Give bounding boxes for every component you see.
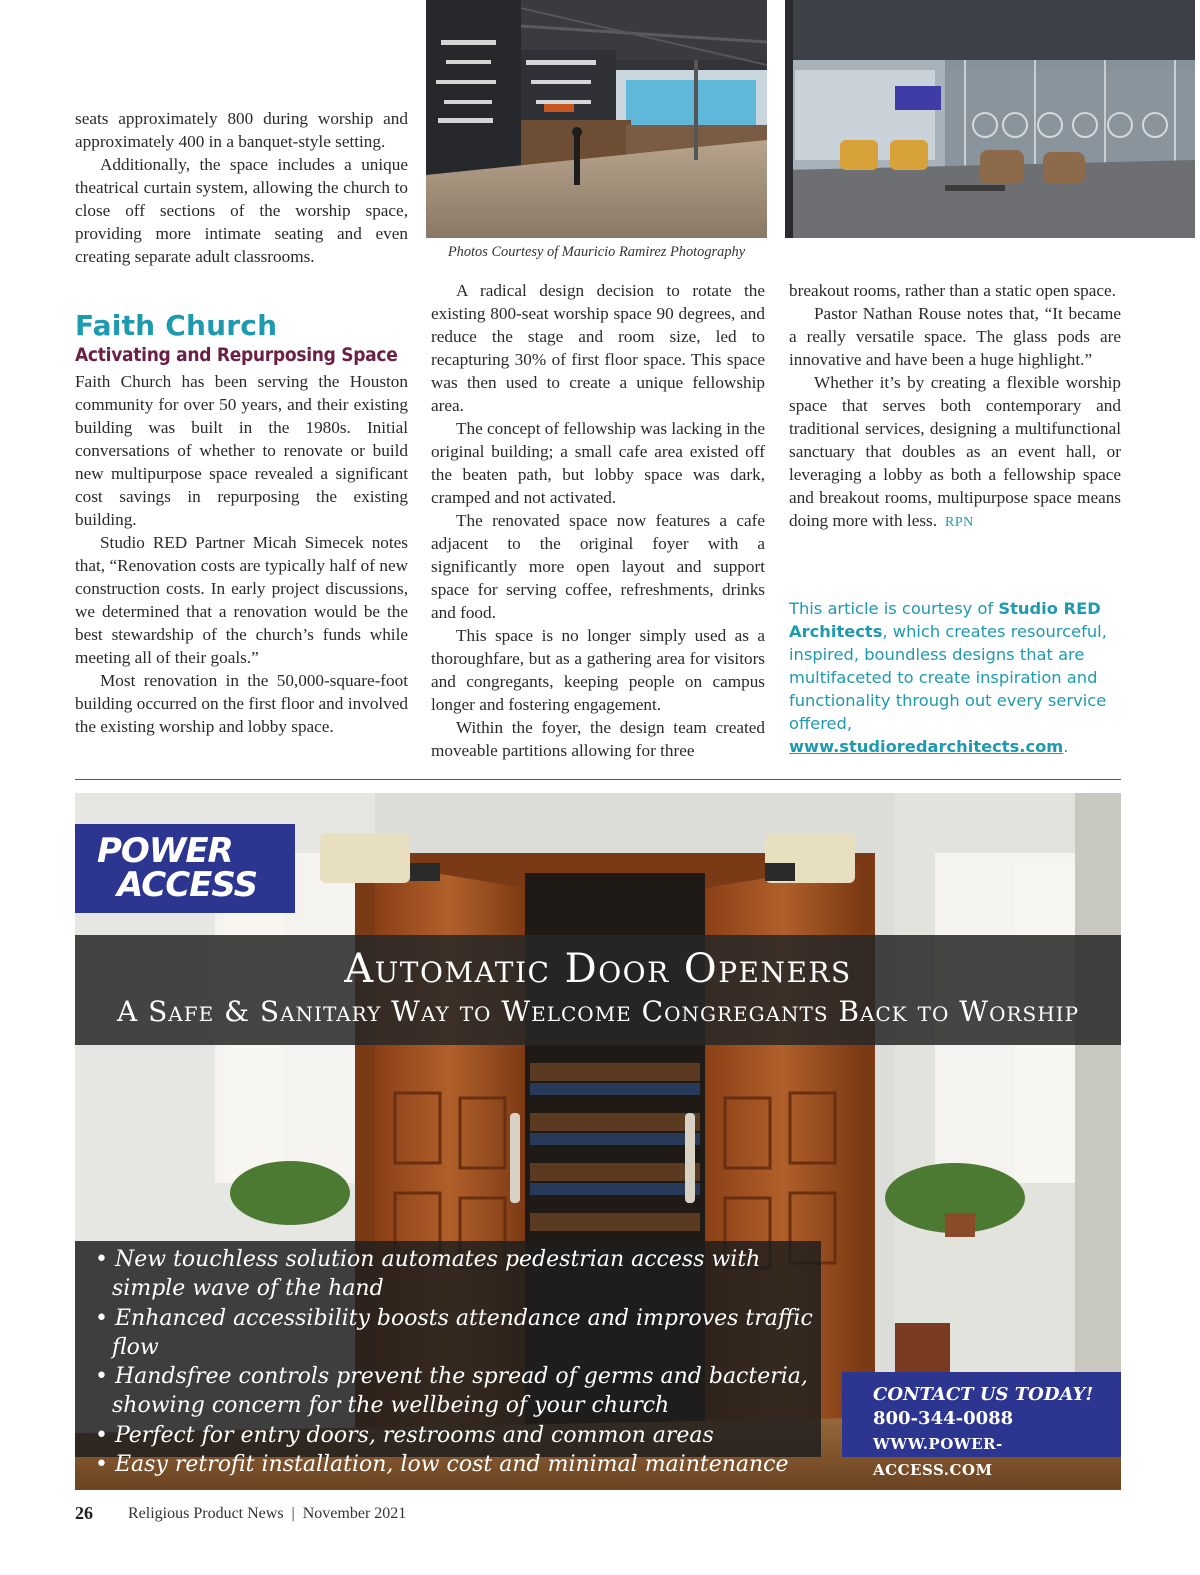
publication-name-date: Religious Product News | November 2021 bbox=[128, 1505, 407, 1522]
article-column-1-bottom bbox=[75, 370, 408, 738]
end-mark: RPN bbox=[945, 515, 974, 530]
ad-feature-item: • Easy retrofit installation, low cost and minimal maintenance bbox=[95, 1452, 789, 1478]
paragraph: Additionally, the space includes a unique theatrical curtain system, allowing the church to close off sections of the worship space, providing more intimate seating and even creating separate adult classrooms. bbox=[75, 155, 408, 266]
paragraph: This space is no longer simply used as a thoroughfare, but as a gathering area for visitors and congregants, keeping people on campus longer and fostering engagement. bbox=[431, 626, 765, 714]
photo-fellowship-cafe bbox=[426, 0, 767, 238]
contact-phone[interactable]: 800-344-0088 bbox=[873, 1408, 1014, 1429]
paragraph-text: Whether it’s by creating a flexible worship space that serves both contemporary and traditional services, designing a multifunctional sanctuary that doubles as an event hall, or leveraging a lobby as both a fellowship space and breakout rooms, multipurpose space means doing more with less. bbox=[789, 373, 1121, 530]
courtesy-prefix: This article is courtesy of bbox=[789, 599, 999, 618]
paragraph: breakout rooms, rather than a static open space. bbox=[789, 281, 1116, 300]
photo-caption: Photos Courtesy of Mauricio Ramirez Photography bbox=[447, 244, 746, 260]
article-column-3 bbox=[789, 279, 1121, 534]
paragraph: The renovated space now features a cafe adjacent to the original foyer with a significantly more open layout and support space for serving coffee, refreshments, drinks and food. bbox=[431, 511, 765, 622]
ad-divider-rule bbox=[75, 779, 1121, 780]
paragraph: The concept of fellowship was lacking in the original building; a small cafe area existed off the beaten path, but lobby space was dark, cramped and not activated. bbox=[431, 419, 765, 507]
studio-red-link[interactable]: www.studioredarchitects.com bbox=[789, 737, 1064, 756]
photo-glass-pods-lobby bbox=[785, 0, 1195, 238]
article-courtesy-note bbox=[789, 597, 1124, 758]
ad-feature-item: • Enhanced accessibility boosts attendance and improves traffic flow bbox=[95, 1305, 813, 1360]
ad-feature-list bbox=[75, 1241, 821, 1478]
section-title: Faith Church bbox=[75, 309, 278, 342]
article-column-2 bbox=[431, 279, 765, 762]
paragraph bbox=[789, 371, 1121, 534]
contact-website-link[interactable]: WWW.POWER-ACCESS.COM bbox=[873, 1435, 1003, 1479]
contact-cta: CONTACT US TODAY! bbox=[873, 1384, 1094, 1405]
publication-footer bbox=[128, 1505, 406, 1523]
paragraph: Pastor Nathan Rouse notes that, “It became a really versatile space. The glass pods are innovative and have been a huge highlight.” bbox=[789, 304, 1121, 369]
paragraph: Studio RED Partner Micah Simecek notes that, “Renovation costs are typically half of new construction costs. In early project discussions, we determined that a renovation would be the best stewardship of the church’s funds while meeting all of their goals.” bbox=[75, 533, 408, 667]
article-column-1-top bbox=[75, 107, 408, 268]
logo-line-2: ACCESS bbox=[117, 865, 258, 905]
ad-headline-banner bbox=[75, 935, 1121, 1045]
ad-subhead: A Safe & Sanitary Way to Welcome Congregants Back to Worship bbox=[116, 995, 1080, 1028]
section-subtitle: Activating and Repurposing Space bbox=[75, 344, 398, 366]
ad-feature-item: • Handsfree controls prevent the spread of germs and bacteria, showing concern for the wellbeing of your church bbox=[95, 1364, 808, 1419]
logo-line-1: POWER bbox=[97, 831, 233, 871]
paragraph: seats approximately 800 during worship and approximately 400 in a banquet-style setting. bbox=[75, 109, 408, 151]
courtesy-firm: Studio RED Architects bbox=[789, 599, 1101, 641]
power-access-logo bbox=[75, 824, 295, 913]
courtesy-suffix: . bbox=[1063, 737, 1069, 756]
paragraph: A radical design decision to rotate the existing 800-seat worship space 90 degrees, and reduce the stage and room size, led to recapturing 30% of first floor space. This space was then used to create a unique fellowship area. bbox=[431, 281, 765, 415]
courtesy-middle: , which creates resourceful, inspired, boundless designs that are multifaceted to create inspiration and functionality through out every service offered, bbox=[789, 622, 1107, 733]
paragraph: Within the foyer, the design team created moveable partitions allowing for three bbox=[431, 718, 765, 760]
ad-feature-item: • New touchless solution automates pedestrian access with simple wave of the hand bbox=[95, 1247, 761, 1302]
ad-headline: Automatic Door Openers bbox=[344, 946, 852, 992]
page-number: 26 bbox=[75, 1503, 93, 1523]
ad-contact-box[interactable] bbox=[842, 1372, 1121, 1479]
ad-feature-item: • Perfect for entry doors, restrooms and common areas bbox=[95, 1422, 714, 1448]
advertisement-power-access[interactable] bbox=[75, 793, 1121, 1490]
paragraph: Most renovation in the 50,000-square-foot building occurred on the first floor and involved the existing worship and lobby space. bbox=[75, 671, 408, 736]
paragraph: Faith Church has been serving the Houston community for over 50 years, and their existing building was built in the 1980s. Initial conversations of whether to renovate or build new multipurpose space revealed a significant cost savings in repurposing the existing building. bbox=[75, 372, 408, 529]
